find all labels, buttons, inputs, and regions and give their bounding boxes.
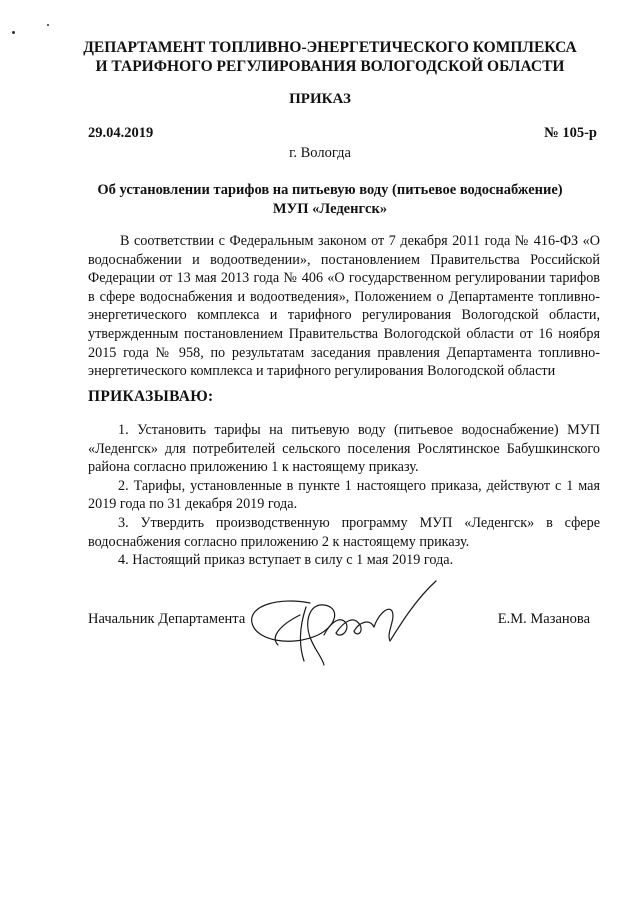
order-item: 1. Установить тарифы на питьевую воду (питьевое водоснабжение) МУП «Леденгск» для потребителей сельского поселения Рослятинское Бабушкинского района согласно приложению 1 к настоящему приказу. (88, 422, 600, 476)
order-item: 3. Утвердить производственную программу МУП «Леденгск» в сфере водоснабжения согласно приложению 2 к настоящему приказу. (88, 514, 600, 550)
scan-speck (12, 31, 15, 34)
department-header (60, 38, 600, 76)
order-item: 2. Тарифы, установленные в пункте 1 настоящего приказа, действуют с 1 мая 2019 года по 31 декабря 2019 года. (88, 477, 600, 513)
order-items (88, 421, 600, 570)
document-date: 29.04.2019 (88, 125, 154, 141)
scan-speck (47, 24, 49, 26)
signer-position: Начальник Департамента (88, 611, 246, 627)
subject-line-2: МУП «Леденгск» (272, 201, 388, 217)
orders-heading: ПРИКАЗЫВАЮ: (88, 388, 214, 405)
document-type: ПРИКАЗ (289, 91, 351, 107)
department-line-2: И ТАРИФНОГО РЕГУЛИРОВАНИЯ ВОЛОГОДСКОЙ ОБЛАСТИ (95, 58, 565, 75)
signer-name: Е.М. Мазанова (497, 611, 590, 627)
document-city: г. Вологда (289, 145, 351, 161)
handwritten-signature (240, 575, 440, 670)
document-subject (60, 181, 600, 219)
department-line-1: ДЕПАРТАМЕНТ ТОПЛИВНО-ЭНЕРГЕТИЧЕСКОГО КОМПЛЕКСА (83, 39, 577, 56)
order-item: 4. Настоящий приказ вступает в силу с 1 мая 2019 года. (118, 552, 454, 569)
subject-line-1: Об установлении тарифов на питьевую воду (питьевое водоснабжение) (97, 182, 563, 198)
preamble-paragraph: В соответствии с Федеральным законом от 7 декабря 2011 года № 416-ФЗ «О водоснабжении и водоотведении», постановлением Правительства Российской Федерации от 13 мая 2013 года № 406 «О государственном регулировании тарифов в сфере водоснабжения и водоотведения», Положением о Департаменте топливно-энергетического комплекса и тарифного регулирования Вологодской области, утвержденным постановлением Правительства Вологодской области от 16 ноября 2015 года № 958, по результатам заседания правления Департамента топливно-энергетического комплекса и тарифного регулирования Вологодской области (88, 233, 600, 380)
document-number: № 105-р (544, 125, 597, 141)
